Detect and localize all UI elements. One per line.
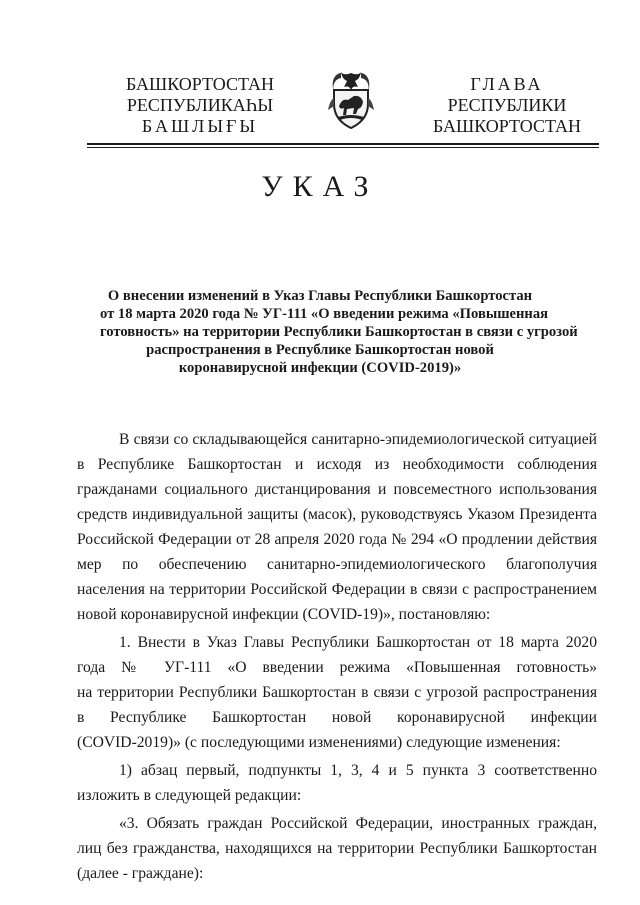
heading-line: готовность» на территории Республики Башкортостан в связи с угрозой: [100, 324, 578, 340]
body-line: В связи со складывающейся санитарно-эпидемиологической ситуацией: [119, 431, 597, 448]
body-line: средств индивидуальной защиты (масок), руководствуясь Указом Президента: [77, 506, 597, 523]
header-right-line: БАШКОРТОСТАН: [432, 116, 582, 136]
decree-body: [77, 427, 597, 886]
document-title: УКАЗ: [261, 170, 379, 203]
paragraph-point-3: [77, 811, 597, 886]
heading-line: распространения в Республике Башкортостан новой: [146, 342, 494, 358]
body-line: лиц без гражданства, находящихся на территории Республики Башкортостан: [77, 840, 597, 857]
decree-heading: [100, 287, 578, 377]
header-divider-thick: [87, 143, 599, 145]
body-line: населения на территории Российской Федерации в связи с распространением: [77, 581, 597, 598]
body-line: гражданами социального дистанцирования и повсеместного использования: [77, 481, 597, 498]
paragraph-item-1: [77, 630, 597, 755]
heading-line: О внесении изменений в Указ Главы Республики Башкортостан: [107, 288, 533, 304]
header-bashkir-block: [105, 74, 295, 137]
body-line: 1) абзац первый, подпункты 1, 3, 4 и 5 пункта 3 соответственно: [119, 762, 597, 779]
paragraph-preamble: [77, 427, 597, 627]
republic-emblem-icon: [328, 70, 374, 132]
heading-line: от 18 марта 2020 года № УГ-111 «О введении режима «Повышенная: [100, 306, 549, 322]
header-right-line: РЕСПУБЛИКИ: [447, 95, 567, 115]
heading-line: коронавирусной инфекции (COVID-2019)»: [178, 360, 462, 376]
body-line: 1. Внести в Указ Главы Республики Башкортостан от 18 марта 2020: [119, 634, 597, 651]
header-right-line: ГЛАВА: [470, 74, 544, 94]
body-line: (далее - граждане):: [77, 865, 204, 882]
header-left-line: БАШКОРТОСТАН: [125, 74, 275, 94]
body-line: новой коронавирусной инфекции (COVID-19)», постановляю:: [77, 606, 491, 623]
body-line: на территории Республики Башкортостан в связи с угрозой распространения: [77, 684, 597, 701]
header-russian-block: [412, 74, 602, 137]
header-left-line: РЕСПУБЛИКАҺЫ: [126, 95, 274, 115]
header-divider-thin: [87, 147, 599, 148]
body-line: изложить в следующей редакции:: [77, 787, 302, 804]
body-line: в Республике Башкортостан и исходя из необходимости соблюдения: [77, 456, 597, 473]
body-line: (COVID-2019)» (с последующими изменениями) следующие изменения:: [77, 734, 561, 751]
paragraph-subitem-1: [77, 758, 597, 808]
body-line: года № УГ-111 «О введении режима «Повышенная готовность»: [77, 659, 597, 676]
body-line: «3. Обязать граждан Российской Федерации, иностранных граждан,: [119, 815, 597, 832]
body-line: в Республике Башкортостан новой коронавирусной инфекции: [77, 709, 597, 726]
body-line: мер по обеспечению санитарно-эпидемиологического благополучия: [77, 556, 597, 573]
body-line: Российской Федерации от 28 апреля 2020 года № 294 «О продлении действия: [77, 531, 597, 548]
header-left-line: БАШЛЫҒЫ: [141, 116, 259, 136]
